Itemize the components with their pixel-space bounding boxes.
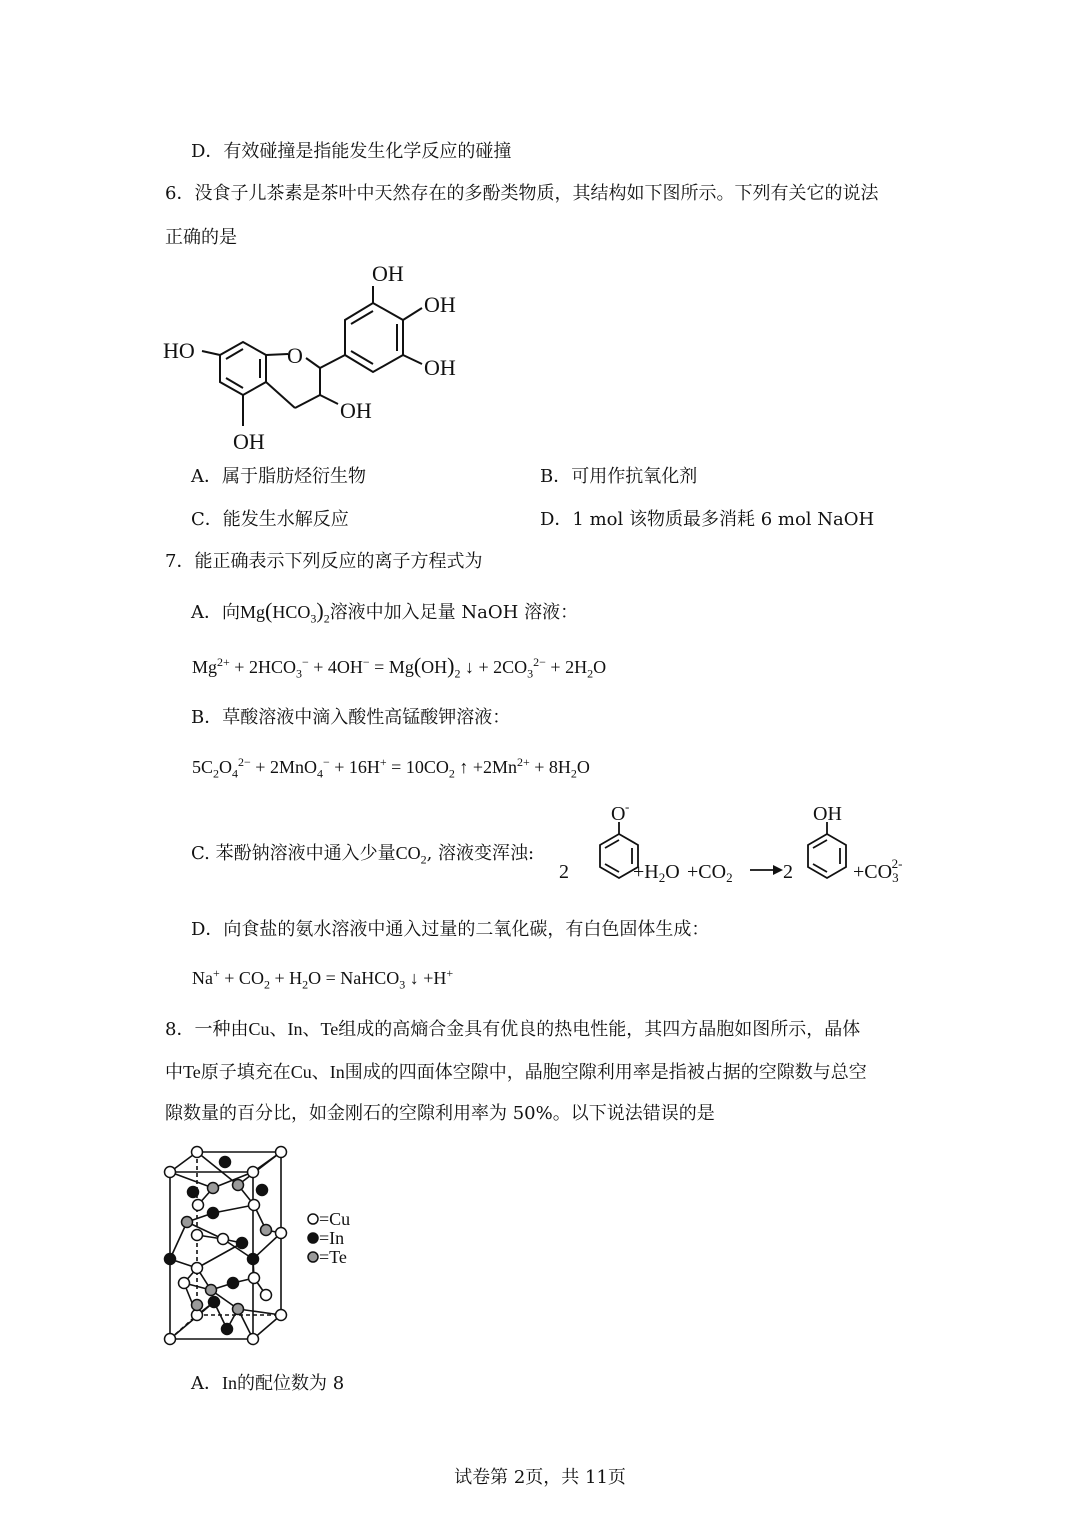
q7-option-c-prefix: C. 苯酚钠溶液中通入少量	[191, 843, 396, 864]
crystal-cell-diagram	[160, 1145, 380, 1355]
eq-c-plus-h2o: $+H_2O$	[633, 861, 680, 885]
q7-option-a	[191, 599, 578, 625]
q8-el-in: In	[329, 1062, 345, 1082]
q7-option-c	[191, 841, 534, 866]
eq-c-plus-co2: $+CO_2$	[687, 861, 733, 885]
q6-option-d: D．1 mol 该物质最多消耗 6 mol NaOH	[540, 509, 875, 530]
q7-option-c-suffix: , 溶液变浑浊:	[426, 843, 535, 864]
eq-c-o-minus: O	[611, 803, 626, 825]
label-oh-mid: OH	[424, 292, 456, 317]
q7-equation-d: $Na^+ + CO_2 + H_2O$ = NaHCO$_3$ ↓ +H+	[192, 966, 454, 992]
q7-equation-a: $Mg^{2+} + 2HCO_3^- + 4OH^- = Mg(OH)_2$ ↓ + $2CO_3^{2-} + 2H_2O$	[192, 653, 607, 681]
label-oh-low: OH	[424, 355, 456, 380]
q8-el-te: Te	[320, 1019, 339, 1039]
q8-text: 8．一种由	[165, 1019, 249, 1040]
eq-c-oh: OH	[813, 803, 842, 825]
q7-option-c-co2: $CO_2$	[395, 843, 427, 867]
q8-option-a: A．In的配位数为 8	[191, 1373, 345, 1394]
q8-el-cu: Cu	[248, 1019, 270, 1039]
q8-sep: 、	[311, 1062, 330, 1083]
q8-text: 原子填充在	[200, 1062, 291, 1083]
q6-option-c: C．能发生水解反应	[191, 509, 349, 530]
q7-option-b: B．草酸溶液中滴入酸性高锰酸钾溶液：	[191, 707, 511, 728]
q7-stem: 7．能正确表示下列反应的离子方程式为	[165, 551, 483, 572]
q8-option-a-element: In	[222, 1373, 237, 1393]
eq-c-minus: -	[625, 800, 630, 814]
q7-option-a-suffix: 溶液中加入足量 NaOH 溶液：	[329, 602, 579, 623]
q8-text: 中	[165, 1062, 183, 1083]
q7-option-a-prefix: A．向	[191, 602, 240, 623]
q8-el-cu: Cu	[290, 1062, 312, 1082]
label-oh-top: OH	[372, 261, 404, 286]
q8-stem-line2	[165, 1060, 867, 1085]
q8-option-a-text: 的配位数为 8	[237, 1373, 345, 1394]
legend-te: =Te	[319, 1247, 347, 1267]
q6-option-a: A．属于脂肪烃衍生物	[191, 466, 366, 487]
q8-el-in: In	[287, 1019, 303, 1039]
q7-option-a-formula: $Mg(HCO_3)_2$	[240, 598, 330, 626]
label-o-ring: O	[287, 343, 303, 368]
gallocatechin-structure	[160, 258, 480, 458]
phenoxide-equation	[555, 800, 925, 900]
eq-c-plus-co3: $+CO_32-$	[853, 856, 903, 885]
legend-in-marker	[308, 1233, 318, 1243]
legend-te-marker	[308, 1252, 318, 1262]
q6-stem-line1: 6．没食子儿茶素是茶叶中天然存在的多酚类物质，其结构如下图所示。下列有关它的说法	[165, 183, 879, 204]
eq-c-coef1: 2	[559, 861, 569, 883]
q8-stem-line3: 隙数量的百分比，如金刚石的空隙利用率为 50%。以下说法错误的是	[165, 1103, 715, 1124]
legend-cu-marker	[308, 1214, 318, 1224]
q8-text: 围成的四面体空隙中，晶胞空隙利用率是指被占据的空隙数与总空	[344, 1062, 867, 1083]
page-footer: 试卷第 2页，共 11页	[454, 1467, 626, 1488]
q7-equation-b: $5C_2O_4^{2-} + 2MnO_4^- + 16H^+ = 10CO_2$ ↑ $+2Mn^{2+} + 8H_2O$	[192, 755, 590, 781]
eq-c-coef2: 2	[783, 861, 793, 883]
legend-cu: =Cu	[319, 1209, 351, 1229]
legend-in: =In	[319, 1228, 345, 1248]
label-oh-bottom: OH	[233, 429, 265, 454]
q8-el-te: Te	[183, 1062, 201, 1082]
q5-option-d: D．有效碰撞是指能发生化学反应的碰撞	[191, 141, 512, 162]
q8-sep: 、	[269, 1019, 288, 1040]
label-ho-left: HO	[163, 338, 195, 363]
q8-stem-line1	[165, 1017, 860, 1042]
q7-option-d: D．向食盐的氨水溶液中通入过量的二氧化碳，有白色固体生成：	[191, 919, 710, 940]
q6-stem-line2: 正确的是	[165, 227, 237, 248]
q8-text: 组成的高熵合金具有优良的热电性能，其四方晶胞如图所示，晶体	[338, 1019, 861, 1040]
label-oh-c3: OH	[340, 398, 372, 423]
q8-sep: 、	[302, 1019, 321, 1040]
q6-option-b: B．可用作抗氧化剂	[540, 466, 698, 487]
